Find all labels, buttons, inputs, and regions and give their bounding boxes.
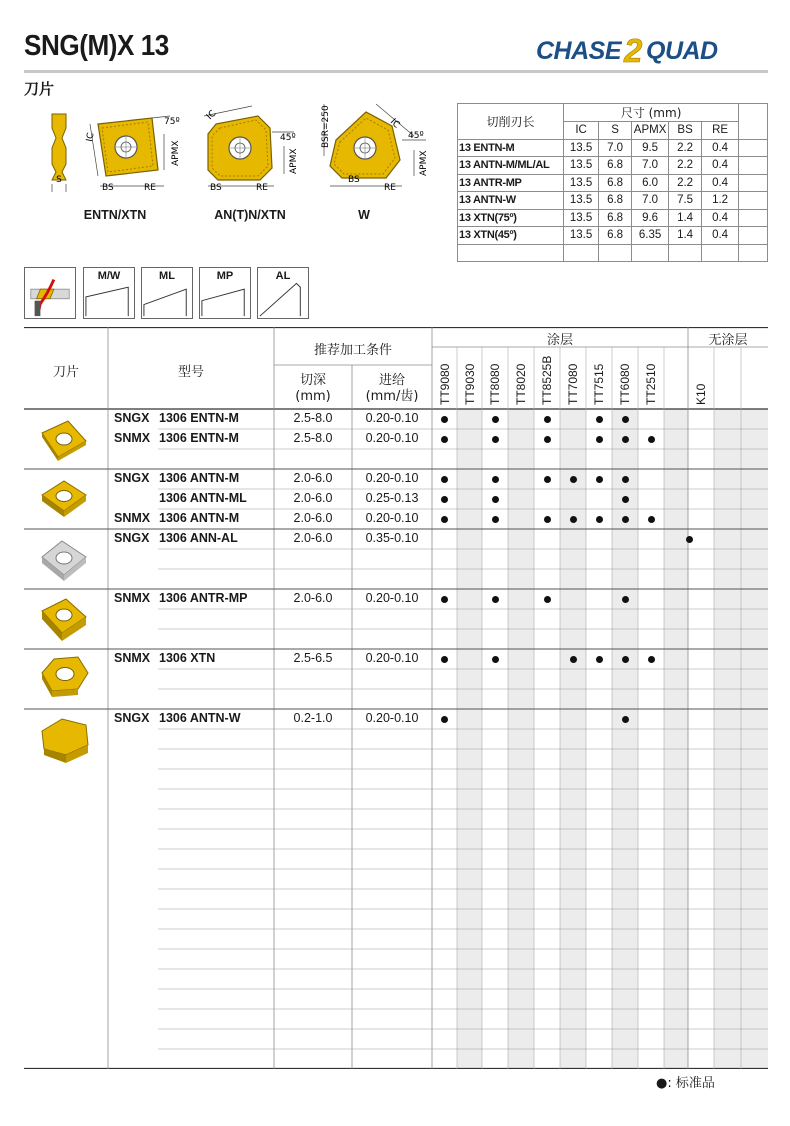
- feed-value: 0.20-0.10: [365, 471, 419, 485]
- insert-image-xtn: [38, 653, 92, 701]
- model-prefix: SNGX: [114, 531, 150, 545]
- model-prefix: SNGX: [114, 411, 150, 425]
- model-prefix: SNMX: [114, 431, 151, 445]
- application-al-icon: [257, 267, 309, 319]
- svg-text:2: 2: [624, 34, 643, 66]
- apmx-label: APMX: [419, 150, 429, 176]
- ic-label: IC: [387, 117, 402, 131]
- availability-dot: [648, 656, 655, 663]
- dim-header-group: 尺寸 (mm): [564, 104, 739, 122]
- grade-label: TT8080: [488, 363, 502, 405]
- col-conditions-header: 推荐加工条件: [313, 343, 392, 358]
- svg-text:QUAD: QUAD: [646, 37, 718, 65]
- dim-row-name: 13 ENTN-M: [458, 139, 564, 157]
- coated-header: 涂层: [546, 333, 573, 348]
- dim-value: 7.0: [599, 139, 632, 157]
- depth-value: 2.0-6.0: [293, 471, 333, 485]
- bs-label: BS: [348, 175, 360, 185]
- app-icon-label: ML: [159, 270, 175, 282]
- diagram-entn-xtn: [40, 104, 190, 196]
- model-name: 1306 ANN-AL: [159, 531, 238, 545]
- dim-value: 9.6: [632, 209, 669, 227]
- dim-table-row: [458, 192, 768, 210]
- dim-value: 7.0: [632, 192, 669, 210]
- section-label: 刀片: [24, 80, 55, 98]
- dim-value: 13.5: [564, 174, 599, 192]
- apmx-label: APMX: [289, 148, 299, 174]
- dim-column-header: IC: [564, 122, 599, 140]
- dim-empty-cell: [739, 174, 768, 192]
- dim-value: 0.4: [702, 157, 739, 175]
- depth-value: 2.5-8.0: [293, 431, 333, 445]
- availability-dot: [441, 436, 448, 443]
- dim-column-header: RE: [702, 122, 739, 140]
- availability-dot: [441, 476, 448, 483]
- col-model-header: 型号: [177, 365, 204, 380]
- availability-dot: [544, 516, 551, 523]
- availability-dot: [492, 436, 499, 443]
- availability-dot: [596, 436, 603, 443]
- dim-value: 2.2: [669, 139, 702, 157]
- dim-row-name: 13 ANTR-MP: [458, 174, 564, 192]
- model-name: 1306 ENTN-M: [159, 431, 239, 445]
- dim-empty-cell: [739, 227, 768, 245]
- app-icon-label: MP: [216, 270, 234, 282]
- availability-dot: [544, 436, 551, 443]
- dim-value: 6.0: [632, 174, 669, 192]
- availability-dot: [441, 716, 448, 723]
- footnote: ●: 标准品: [656, 1076, 715, 1091]
- dim-value: 0.4: [702, 139, 739, 157]
- depth-value: 2.5-6.5: [293, 651, 333, 665]
- dim-value: 6.8: [599, 209, 632, 227]
- availability-dot: [441, 416, 448, 423]
- availability-dot: [622, 416, 629, 423]
- depth-value: 2.0-6.0: [293, 511, 333, 525]
- model-name: 1306 ANTN-W: [159, 711, 241, 725]
- availability-dot: [622, 436, 629, 443]
- re-label: RE: [384, 183, 396, 193]
- dim-table-row: [458, 157, 768, 175]
- model-prefix: SNGX: [114, 471, 150, 485]
- model-name: 1306 ANTN-ML: [159, 491, 247, 505]
- model-prefix: SNMX: [114, 651, 151, 665]
- grade-label: TT8020: [514, 363, 528, 405]
- dim-column-header: S: [599, 122, 632, 140]
- bs-label: BS: [102, 183, 114, 193]
- application-mp-icon: [199, 267, 251, 319]
- dim-row-name: 13 XTN(75º): [458, 209, 564, 227]
- diagram-caption: AN(T)N/XTN: [214, 208, 286, 222]
- title-rule: [24, 70, 768, 73]
- model-name: 1306 ANTN-M: [159, 511, 240, 525]
- dim-value: 0.4: [702, 209, 739, 227]
- availability-dot: [570, 516, 577, 523]
- diagram-w: [316, 100, 448, 196]
- availability-dot: [492, 496, 499, 503]
- feed-value: 0.20-0.10: [365, 651, 419, 665]
- ic-label: IC: [85, 131, 97, 143]
- col-depth-header: 切深 (mm): [295, 373, 331, 404]
- diagram-antn-xtn: [196, 104, 308, 196]
- dim-value: 6.8: [599, 174, 632, 192]
- availability-dot: [596, 416, 603, 423]
- angle-label: 45º: [408, 131, 424, 141]
- insert-image-antn-w: [38, 715, 92, 767]
- dim-value: 2.2: [669, 174, 702, 192]
- model-prefix: SNGX: [114, 711, 150, 725]
- availability-dot: [441, 516, 448, 523]
- application-mw-icon: [83, 267, 135, 319]
- availability-dot: [648, 436, 655, 443]
- brand-logo: [536, 34, 768, 66]
- grade-label: TT2510: [644, 363, 658, 405]
- grade-label: TT7080: [566, 363, 580, 405]
- availability-dot: [622, 716, 629, 723]
- re-label: RE: [144, 183, 156, 193]
- grade-label: TT9080: [437, 363, 452, 405]
- insert-image-antr-mp: [38, 595, 90, 643]
- availability-dot: [596, 516, 603, 523]
- availability-dot: [622, 596, 629, 603]
- svg-text:CHASE: CHASE: [536, 37, 622, 65]
- grade-label: TT8525B: [540, 355, 554, 405]
- dim-value: 13.5: [564, 209, 599, 227]
- diagram-caption: W: [358, 208, 370, 222]
- application-photo-icon: [24, 267, 76, 319]
- availability-dot: [648, 516, 655, 523]
- availability-dot: [492, 596, 499, 603]
- availability-dot: [622, 516, 629, 523]
- dim-table-row: [458, 227, 768, 245]
- dim-value: 2.2: [669, 157, 702, 175]
- page-title: SNG(M)X 13: [24, 30, 169, 62]
- dim-header-left: 切削刃长: [458, 104, 564, 140]
- model-name: 1306 ANTN-M: [159, 471, 240, 485]
- dim-value: 6.8: [599, 192, 632, 210]
- dim-value: 13.5: [564, 157, 599, 175]
- re-label: RE: [256, 183, 268, 193]
- depth-value: 2.5-8.0: [293, 411, 333, 425]
- feed-value: 0.20-0.10: [365, 711, 419, 725]
- feed-value: 0.35-0.10: [365, 531, 419, 545]
- availability-dot: [596, 656, 603, 663]
- dim-column-header: BS: [669, 122, 702, 140]
- availability-dot: [570, 656, 577, 663]
- availability-dot: [441, 656, 448, 663]
- dim-row-name: 13 ANTN-W: [458, 192, 564, 210]
- availability-dot: [570, 476, 577, 483]
- angle-label: 45º: [280, 133, 296, 143]
- model-name: 1306 ENTN-M: [159, 411, 239, 425]
- depth-value: 2.0-6.0: [293, 531, 333, 545]
- dim-row-name: 13 ANTN-M/ML/AL: [458, 157, 564, 175]
- feed-value: 0.20-0.10: [365, 431, 419, 445]
- depth-value: 2.0-6.0: [293, 591, 333, 605]
- availability-dot: [622, 496, 629, 503]
- dim-row-name: 13 XTN(45º): [458, 227, 564, 245]
- dim-table-row: [458, 174, 768, 192]
- dim-column-header: APMX: [632, 122, 669, 140]
- availability-dot: [544, 416, 551, 423]
- dim-value: 7.0: [632, 157, 669, 175]
- dim-value: 6.35: [632, 227, 669, 245]
- dim-value: 1.4: [669, 209, 702, 227]
- dim-empty-cell: [739, 209, 768, 227]
- s-label: S: [56, 175, 62, 185]
- dim-value: 6.8: [599, 227, 632, 245]
- model-name: 1306 XTN: [159, 651, 216, 665]
- dim-empty-cell: [739, 157, 768, 175]
- availability-dot: [544, 596, 551, 603]
- depth-value: 0.2-1.0: [293, 711, 333, 725]
- availability-dot: [622, 476, 629, 483]
- availability-dot: [622, 656, 629, 663]
- app-icon-label: M/W: [97, 270, 121, 282]
- dim-value: 0.4: [702, 227, 739, 245]
- availability-dot: [686, 536, 693, 543]
- dim-value: 6.8: [599, 157, 632, 175]
- dim-empty-cell: [739, 192, 768, 210]
- dim-value: 1.2: [702, 192, 739, 210]
- model-name: 1306 ANTR-MP: [159, 591, 248, 605]
- availability-dot: [441, 596, 448, 603]
- availability-dot: [492, 416, 499, 423]
- dim-value: 7.5: [669, 192, 702, 210]
- feed-value: 0.25-0.13: [365, 491, 419, 505]
- dim-value: 13.5: [564, 192, 599, 210]
- dim-value: 13.5: [564, 227, 599, 245]
- insert-image-ann-al: [38, 537, 90, 583]
- model-prefix: SNMX: [114, 511, 151, 525]
- uncoated-header: 无涂层: [708, 333, 748, 348]
- model-prefix: SNMX: [114, 591, 151, 605]
- grade-label: TT7515: [592, 363, 606, 405]
- dim-value: 13.5: [564, 139, 599, 157]
- app-icon-label: AL: [275, 270, 291, 282]
- insert-image-entn: [38, 417, 90, 461]
- availability-dot: [441, 496, 448, 503]
- main-table: [24, 327, 768, 1069]
- availability-dot: [492, 516, 499, 523]
- availability-dot: [544, 476, 551, 483]
- dim-table-row: [458, 209, 768, 227]
- dim-empty-cell: [739, 139, 768, 157]
- feed-value: 0.20-0.10: [365, 591, 419, 605]
- dim-value: 0.4: [702, 174, 739, 192]
- col-insert-header: 刀片: [52, 365, 79, 380]
- depth-value: 2.0-6.0: [293, 491, 333, 505]
- insert-image-antn: [38, 477, 90, 521]
- grade-label: K10: [694, 383, 708, 405]
- grade-label: TT6080: [618, 363, 632, 405]
- diagram-caption: ENTN/XTN: [83, 208, 147, 222]
- angle-label: 75º: [164, 117, 180, 127]
- feed-value: 0.20-0.10: [365, 411, 419, 425]
- feed-value: 0.20-0.10: [365, 511, 419, 525]
- dim-value: 1.4: [669, 227, 702, 245]
- dim-value: 9.5: [632, 139, 669, 157]
- ic-label: IC: [205, 108, 219, 123]
- application-ml-icon: [141, 267, 193, 319]
- availability-dot: [492, 656, 499, 663]
- dim-table-row: [458, 139, 768, 157]
- bs-label: BS: [210, 183, 222, 193]
- dimension-table: [457, 103, 768, 262]
- availability-dot: [596, 476, 603, 483]
- col-feed-header: 进给 (mm/齿): [365, 373, 419, 404]
- bsr-label: BSR=250: [321, 105, 331, 148]
- grade-label: TT9030: [462, 363, 477, 405]
- apmx-label: APMX: [171, 140, 181, 166]
- availability-dot: [492, 476, 499, 483]
